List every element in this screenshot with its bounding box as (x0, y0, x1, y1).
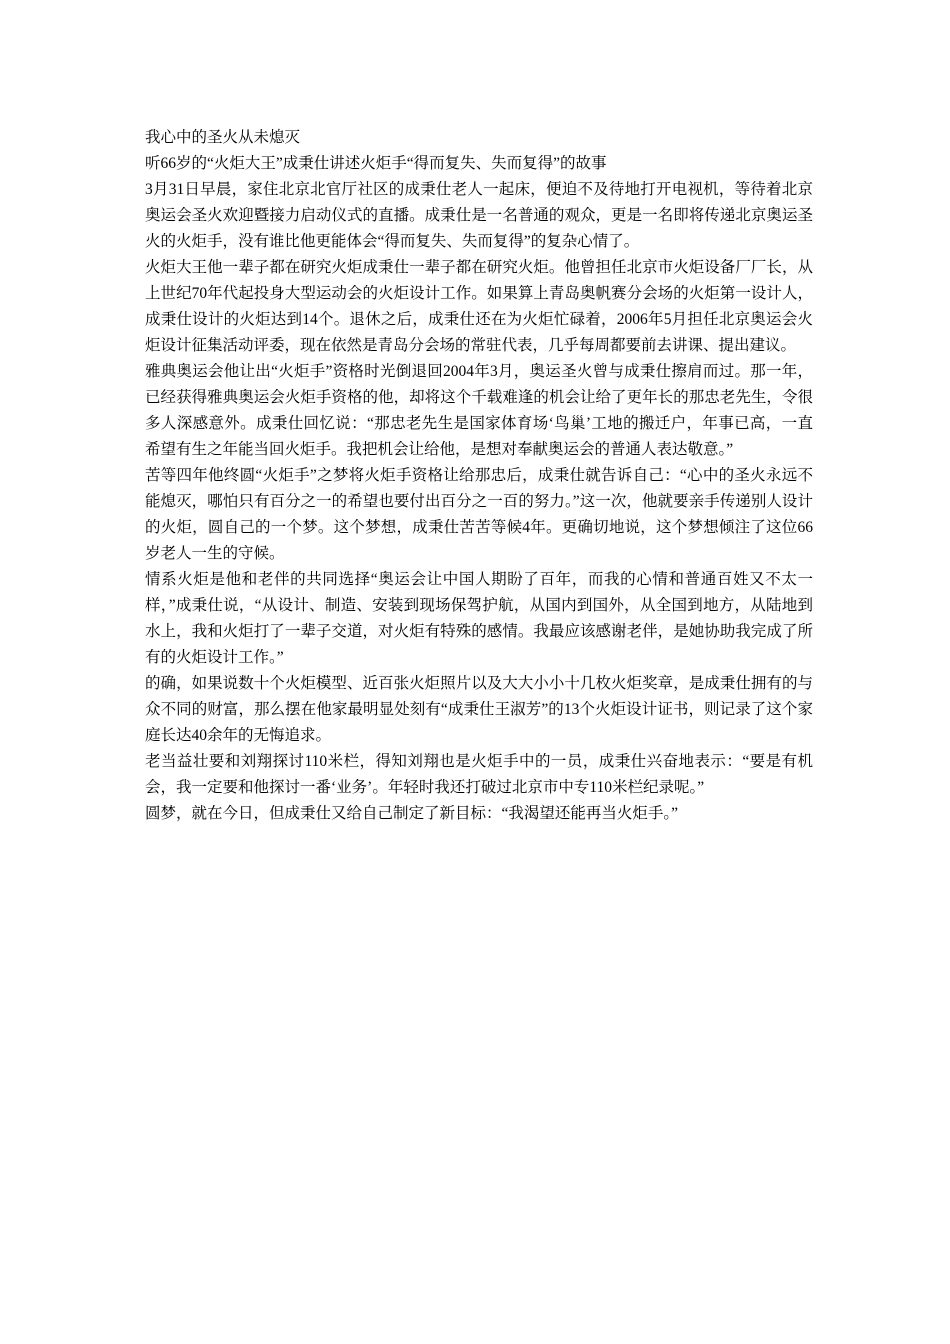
article-title: 我心中的圣火从未熄灭 (145, 129, 301, 146)
paragraph-4: 苦等四年他终圆“火炬手”之梦将火炬手资格让给那忠后，成秉仕就告诉自己：“心中的圣火永远不能熄灭，哪怕只有百分之一的希望也要付出百分之一百的努力。”这一次，他就要亲手传递别人设计的火炬，圆自己的一个梦。这个梦想，成秉仕苦苦等候4年。更确切地说，这个梦想倾注了这位66岁老人一生的守候。 (145, 467, 813, 562)
paragraph-5: 情系火炬是他和老伴的共同选择“奥运会让中国人期盼了百年，而我的心情和普通百姓又不太一样，”成秉仕说，“从设计、制造、安装到现场保驾护航，从国内到国外，从全国到地方，从陆地到水上，我和火炬打了一辈子交道，对火炬有特殊的感情。我最应该感谢老伴，是她协助我完成了所有的火炬设计工作。” (145, 571, 813, 666)
paragraph-6: 的确，如果说数十个火炬模型、近百张火炬照片以及大大小小十几枚火炬奖章，是成秉仕拥有的与众不同的财富，那么摆在他家最明显处刻有“成秉仕王淑芳”的13个火炬设计证书，则记录了这个家庭长达40余年的无悔追求。 (145, 675, 813, 744)
article-subtitle: 听66岁的“火炬大王”成秉仕讲述火炬手“得而复失、失而复得”的故事 (145, 155, 607, 172)
paragraph-7: 老当益壮要和刘翔探讨110米栏，得知刘翔也是火炬手中的一员，成秉仕兴奋地表示：“要是有机会，我一定要和他探讨一番‘业务’。年轻时我还打破过北京市中专110米栏纪录呢。” (145, 753, 813, 796)
paragraph-2: 火炬大王他一辈子都在研究火炬成秉仕一辈子都在研究火炬。他曾担任北京市火炬设备厂厂长，从上世纪70年代起投身大型运动会的火炬设计工作。如果算上青岛奥帆赛分会场的火炬第一设计人，成秉仕设计的火炬达到14个。退休之后，成秉仕还在为火炬忙碌着，2006年5月担任北京奥运会火炬设计征集活动评委，现在依然是青岛分会场的常驻代表，几乎每周都要前去讲课、提出建议。 (145, 259, 813, 354)
paragraph-1: 3月31日早晨，家住北京北官厅社区的成秉仕老人一起床，便迫不及待地打开电视机，等待着北京奥运会圣火欢迎暨接力启动仪式的直播。成秉仕是一名普通的观众，更是一名即将传递北京奥运圣火的火炬手，没有谁比他更能体会“得而复失、失而复得”的复杂心情了。 (145, 181, 813, 250)
paragraph-8: 圆梦，就在今日，但成秉仕又给自己制定了新目标：“我渴望还能再当火炬手。” (145, 805, 679, 822)
paragraph-3: 雅典奥运会他让出“火炬手”资格时光倒退回2004年3月，奥运圣火曾与成秉仕擦肩而过。那一年，已经获得雅典奥运会火炬手资格的他，却将这个千载难逢的机会让给了更年长的那忠老先生，令很多人深感意外。成秉仕回忆说：“那忠老先生是国家体育场‘鸟巢’工地的搬迁户，年事已高，一直希望有生之年能当回火炬手。我把机会让给他，是想对奉献奥运会的普通人表达敬意。” (145, 363, 813, 458)
article-body (145, 125, 813, 827)
